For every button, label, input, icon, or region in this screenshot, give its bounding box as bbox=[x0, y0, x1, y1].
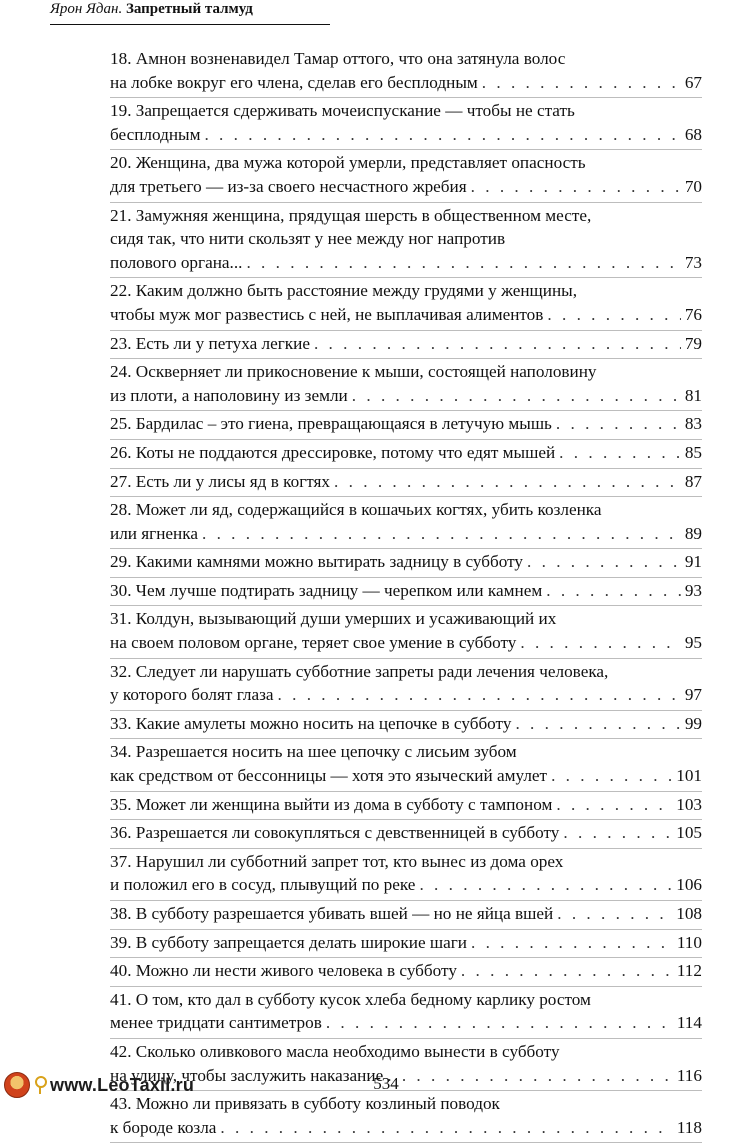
toc-page-number: 81 bbox=[684, 385, 702, 405]
toc-page-number: 112 bbox=[676, 961, 702, 981]
toc-entry-text-line: 32. Следует ли нарушать субботние запреты ради лечения человека, bbox=[110, 661, 609, 681]
toc-entry-last-line bbox=[110, 384, 702, 408]
dot-leader bbox=[204, 123, 680, 147]
dot-leader bbox=[556, 412, 681, 436]
toc-entry-last-line bbox=[110, 793, 702, 817]
toc-entry-text-line: 41. О том, кто дал в субботу кусок хлеба бедному карлику ростом bbox=[110, 989, 591, 1009]
toc-entry-text: 30. Чем лучше подтирать задницу — черепком или камнем bbox=[110, 580, 543, 600]
toc-page-number: 67 bbox=[684, 72, 702, 92]
page-number: 534 bbox=[373, 1074, 399, 1093]
toc-entry-text: 33. Какие амулеты можно носить на цепочке в субботу bbox=[110, 713, 512, 733]
dot-leader bbox=[482, 71, 681, 95]
toc-entry-last-line bbox=[110, 902, 702, 926]
toc-page-number: 99 bbox=[684, 713, 702, 733]
toc-entry-text: как средством от бессонницы — хотя это языческий амулет bbox=[110, 766, 548, 786]
toc-entry-text-line: 20. Женщина, два мужа которой умерли, представляет опасность bbox=[110, 153, 586, 173]
dot-leader bbox=[352, 384, 681, 408]
toc-entry-last-line bbox=[110, 683, 702, 707]
toc-entry-text-line: 28. Может ли яд, содержащийся в кошачьих когтях, убить козленка bbox=[110, 500, 602, 520]
toc-entry-last-line bbox=[110, 175, 702, 199]
toc-entry[interactable] bbox=[110, 359, 702, 411]
toc-entry-text: бесплодным bbox=[110, 124, 201, 144]
toc-entry-text-line: 43. Можно ли привязать в субботу козлиный поводок bbox=[110, 1094, 500, 1114]
toc-entry[interactable] bbox=[110, 549, 702, 578]
toc-entry-text: из плоти, а наполовину из земли bbox=[110, 385, 348, 405]
toc-entry-last-line bbox=[110, 251, 702, 275]
key-icon bbox=[34, 1076, 46, 1094]
toc-entry-last-line bbox=[110, 1116, 702, 1140]
toc-entry-last-line bbox=[110, 470, 702, 494]
toc-entry-last-line bbox=[110, 550, 702, 574]
page-footer bbox=[0, 1070, 753, 1100]
toc-entry-text: и положил его в сосуд, плывущий по реке bbox=[110, 875, 416, 895]
dot-leader bbox=[471, 175, 681, 199]
toc-entry-text-line: 42. Сколько оливкового масла необходимо вынести в субботу bbox=[110, 1041, 560, 1061]
header-author: Ярон Ядан. bbox=[50, 1, 123, 17]
toc-entry-last-line bbox=[110, 764, 702, 788]
table-of-contents bbox=[110, 46, 702, 1143]
toc-entry-last-line bbox=[110, 123, 702, 147]
toc-entry-last-line bbox=[110, 71, 702, 95]
toc-entry-text: у которого болят глаза bbox=[110, 685, 274, 705]
toc-entry-text: 27. Есть ли у лисы яд в когтях bbox=[110, 471, 331, 491]
toc-entry-text: для третьего — из-за своего несчастного жребия bbox=[110, 176, 467, 196]
site-url[interactable]: www.LeoTaxil.ru bbox=[50, 1074, 195, 1095]
dot-leader bbox=[202, 522, 681, 546]
toc-entry[interactable] bbox=[110, 987, 702, 1039]
dot-leader bbox=[461, 959, 673, 983]
dot-leader bbox=[334, 470, 681, 494]
toc-entry[interactable] bbox=[110, 849, 702, 901]
toc-page-number: 106 bbox=[676, 875, 702, 895]
toc-entry[interactable] bbox=[110, 792, 702, 821]
dot-leader bbox=[515, 712, 680, 736]
toc-entry-text: 25. Бардилас – это гиена, превращающаяся в летучую мышь bbox=[110, 414, 552, 434]
toc-entry-text: или ягненка bbox=[110, 523, 198, 543]
toc-page-number: 110 bbox=[676, 932, 702, 952]
dot-leader bbox=[546, 579, 681, 603]
toc-entry-text-line: 18. Амнон возненавидел Тамар оттого, что она затянула волос bbox=[110, 49, 566, 68]
toc-page-number: 76 bbox=[684, 304, 702, 324]
toc-entry-last-line bbox=[110, 873, 702, 897]
toc-entry-text: 36. Разрешается ли совокупляться с девственницей в субботу bbox=[110, 823, 560, 843]
toc-entry-last-line bbox=[110, 579, 702, 603]
toc-page-number: 87 bbox=[684, 471, 702, 491]
toc-entry-text: 40. Можно ли нести живого человека в субботу bbox=[110, 961, 457, 981]
dot-leader bbox=[419, 873, 672, 897]
dot-leader bbox=[551, 764, 672, 788]
toc-entry[interactable] bbox=[110, 739, 702, 791]
dot-leader bbox=[278, 683, 681, 707]
site-logo[interactable] bbox=[4, 1072, 194, 1098]
toc-entry[interactable] bbox=[110, 606, 702, 658]
toc-entry-text-line: сидя так, что нити скользят у нее между ног напротив bbox=[110, 229, 506, 249]
toc-page-number: 93 bbox=[684, 580, 702, 600]
toc-entry-text: 39. В субботу запрещается делать широкие шаги bbox=[110, 932, 467, 952]
toc-entry-text-line: 21. Замужняя женщина, прядущая шерсть в общественном месте, bbox=[110, 205, 592, 225]
toc-entry-text-line: 34. Разрешается носить на шее цепочку с лисьим зубом bbox=[110, 742, 517, 762]
toc-page-number: 79 bbox=[684, 333, 702, 353]
dot-leader bbox=[471, 931, 673, 955]
dot-leader bbox=[547, 303, 680, 327]
toc-page-number: 101 bbox=[676, 766, 702, 786]
toc-entry-text: полового органа... bbox=[110, 252, 243, 272]
toc-entry-last-line bbox=[110, 332, 702, 356]
toc-page-number: 103 bbox=[676, 794, 702, 814]
toc-entry[interactable] bbox=[110, 497, 702, 549]
toc-page-number: 108 bbox=[676, 904, 702, 923]
toc-page-number: 95 bbox=[684, 633, 702, 653]
toc-entry-last-line bbox=[110, 1011, 702, 1035]
toc-entry-last-line bbox=[110, 441, 702, 465]
toc-entry-text-line: 22. Каким должно быть расстояние между грудями у женщины, bbox=[110, 281, 578, 301]
toc-entry-text: 35. Может ли женщина выйти из дома в субботу с тампоном bbox=[110, 794, 553, 814]
dot-leader bbox=[220, 1116, 672, 1140]
toc-entry-text-line: 31. Колдун, вызывающий души умерших и усаживающий их bbox=[110, 609, 557, 629]
toc-entry[interactable] bbox=[110, 930, 702, 959]
toc-page-number: 68 bbox=[684, 124, 702, 144]
toc-page-number: 97 bbox=[684, 685, 702, 705]
toc-entry[interactable] bbox=[110, 440, 702, 469]
toc-page-number: 70 bbox=[684, 176, 702, 196]
toc-entry-text: менее тридцати сантиметров bbox=[110, 1013, 322, 1033]
toc-entry[interactable] bbox=[110, 46, 702, 98]
toc-entry-text: чтобы муж мог развестись с ней, не выплачивая алиментов bbox=[110, 304, 544, 324]
toc-entry-last-line bbox=[110, 959, 702, 983]
toc-page-number: 85 bbox=[684, 442, 702, 462]
toc-entry[interactable] bbox=[110, 98, 702, 150]
toc-entry-last-line bbox=[110, 412, 702, 436]
toc-entry[interactable] bbox=[110, 901, 702, 930]
toc-entry[interactable] bbox=[110, 278, 702, 330]
toc-page-number: 73 bbox=[684, 252, 702, 272]
toc-page-number: 114 bbox=[676, 1013, 702, 1033]
toc-page-number: 116 bbox=[676, 1065, 702, 1085]
toc-entry[interactable] bbox=[110, 331, 702, 360]
dot-leader bbox=[314, 332, 681, 356]
toc-entry-text: на улицу, чтобы заслужить наказание bbox=[110, 1065, 384, 1085]
dot-leader bbox=[556, 793, 672, 817]
dot-leader bbox=[326, 1011, 673, 1035]
toc-entry[interactable] bbox=[110, 820, 702, 849]
toc-entry[interactable] bbox=[110, 578, 702, 607]
toc-page-number: 83 bbox=[684, 414, 702, 434]
toc-entry-last-line bbox=[110, 631, 702, 655]
toc-entry-last-line bbox=[110, 522, 702, 546]
dot-leader bbox=[559, 441, 681, 465]
toc-entry-text: на своем половом органе, теряет свое умение в субботу bbox=[110, 633, 517, 653]
toc-entry-text-line: 24. Оскверняет ли прикосновение к мыши, состоящей наполовину bbox=[110, 362, 597, 382]
dot-leader bbox=[246, 251, 680, 275]
mascot-icon bbox=[4, 1072, 30, 1098]
toc-entry[interactable] bbox=[110, 150, 702, 202]
toc-entry-text: 29. Какими камнями можно вытирать задницу в субботу bbox=[110, 552, 524, 572]
toc-entry-last-line bbox=[110, 303, 702, 327]
header-title: Запретный талмуд bbox=[125, 1, 253, 17]
toc-page-number: 89 bbox=[684, 523, 702, 543]
toc-entry[interactable] bbox=[110, 203, 702, 279]
dot-leader bbox=[563, 821, 672, 845]
toc-entry-text: к бороде козла bbox=[110, 1117, 217, 1137]
toc-entry-last-line bbox=[110, 821, 702, 845]
toc-entry-text: на лобке вокруг его члена, сделав его бесплодным bbox=[110, 72, 478, 92]
dot-leader bbox=[527, 550, 681, 574]
toc-entry[interactable] bbox=[110, 711, 702, 740]
toc-entry-text-line: 37. Нарушил ли субботний запрет тот, кто вынес из дома орех bbox=[110, 851, 564, 871]
running-head bbox=[50, 0, 330, 25]
toc-entry[interactable] bbox=[110, 411, 702, 440]
toc-entry[interactable] bbox=[110, 469, 702, 498]
toc-page-number: 91 bbox=[684, 552, 702, 572]
toc-entry-text: 38. В субботу разрешается убивать вшей — но не яйца вшей bbox=[110, 904, 554, 923]
toc-entry-text: 23. Есть ли у петуха легкие bbox=[110, 333, 310, 353]
toc-entry-text: 26. Коты не поддаются дрессировке, потому что едят мышей bbox=[110, 442, 556, 462]
toc-page-number: 118 bbox=[676, 1117, 702, 1137]
dot-leader bbox=[557, 902, 672, 926]
toc-entry[interactable] bbox=[110, 958, 702, 987]
toc-entry-last-line bbox=[110, 931, 702, 955]
toc-entry-text-line: 19. Запрещается сдерживать мочеиспускание — чтобы не стать bbox=[110, 101, 575, 121]
toc-entry[interactable] bbox=[110, 659, 702, 711]
toc-page-number: 105 bbox=[676, 823, 702, 843]
toc-entry-last-line bbox=[110, 712, 702, 736]
dot-leader bbox=[520, 631, 680, 655]
